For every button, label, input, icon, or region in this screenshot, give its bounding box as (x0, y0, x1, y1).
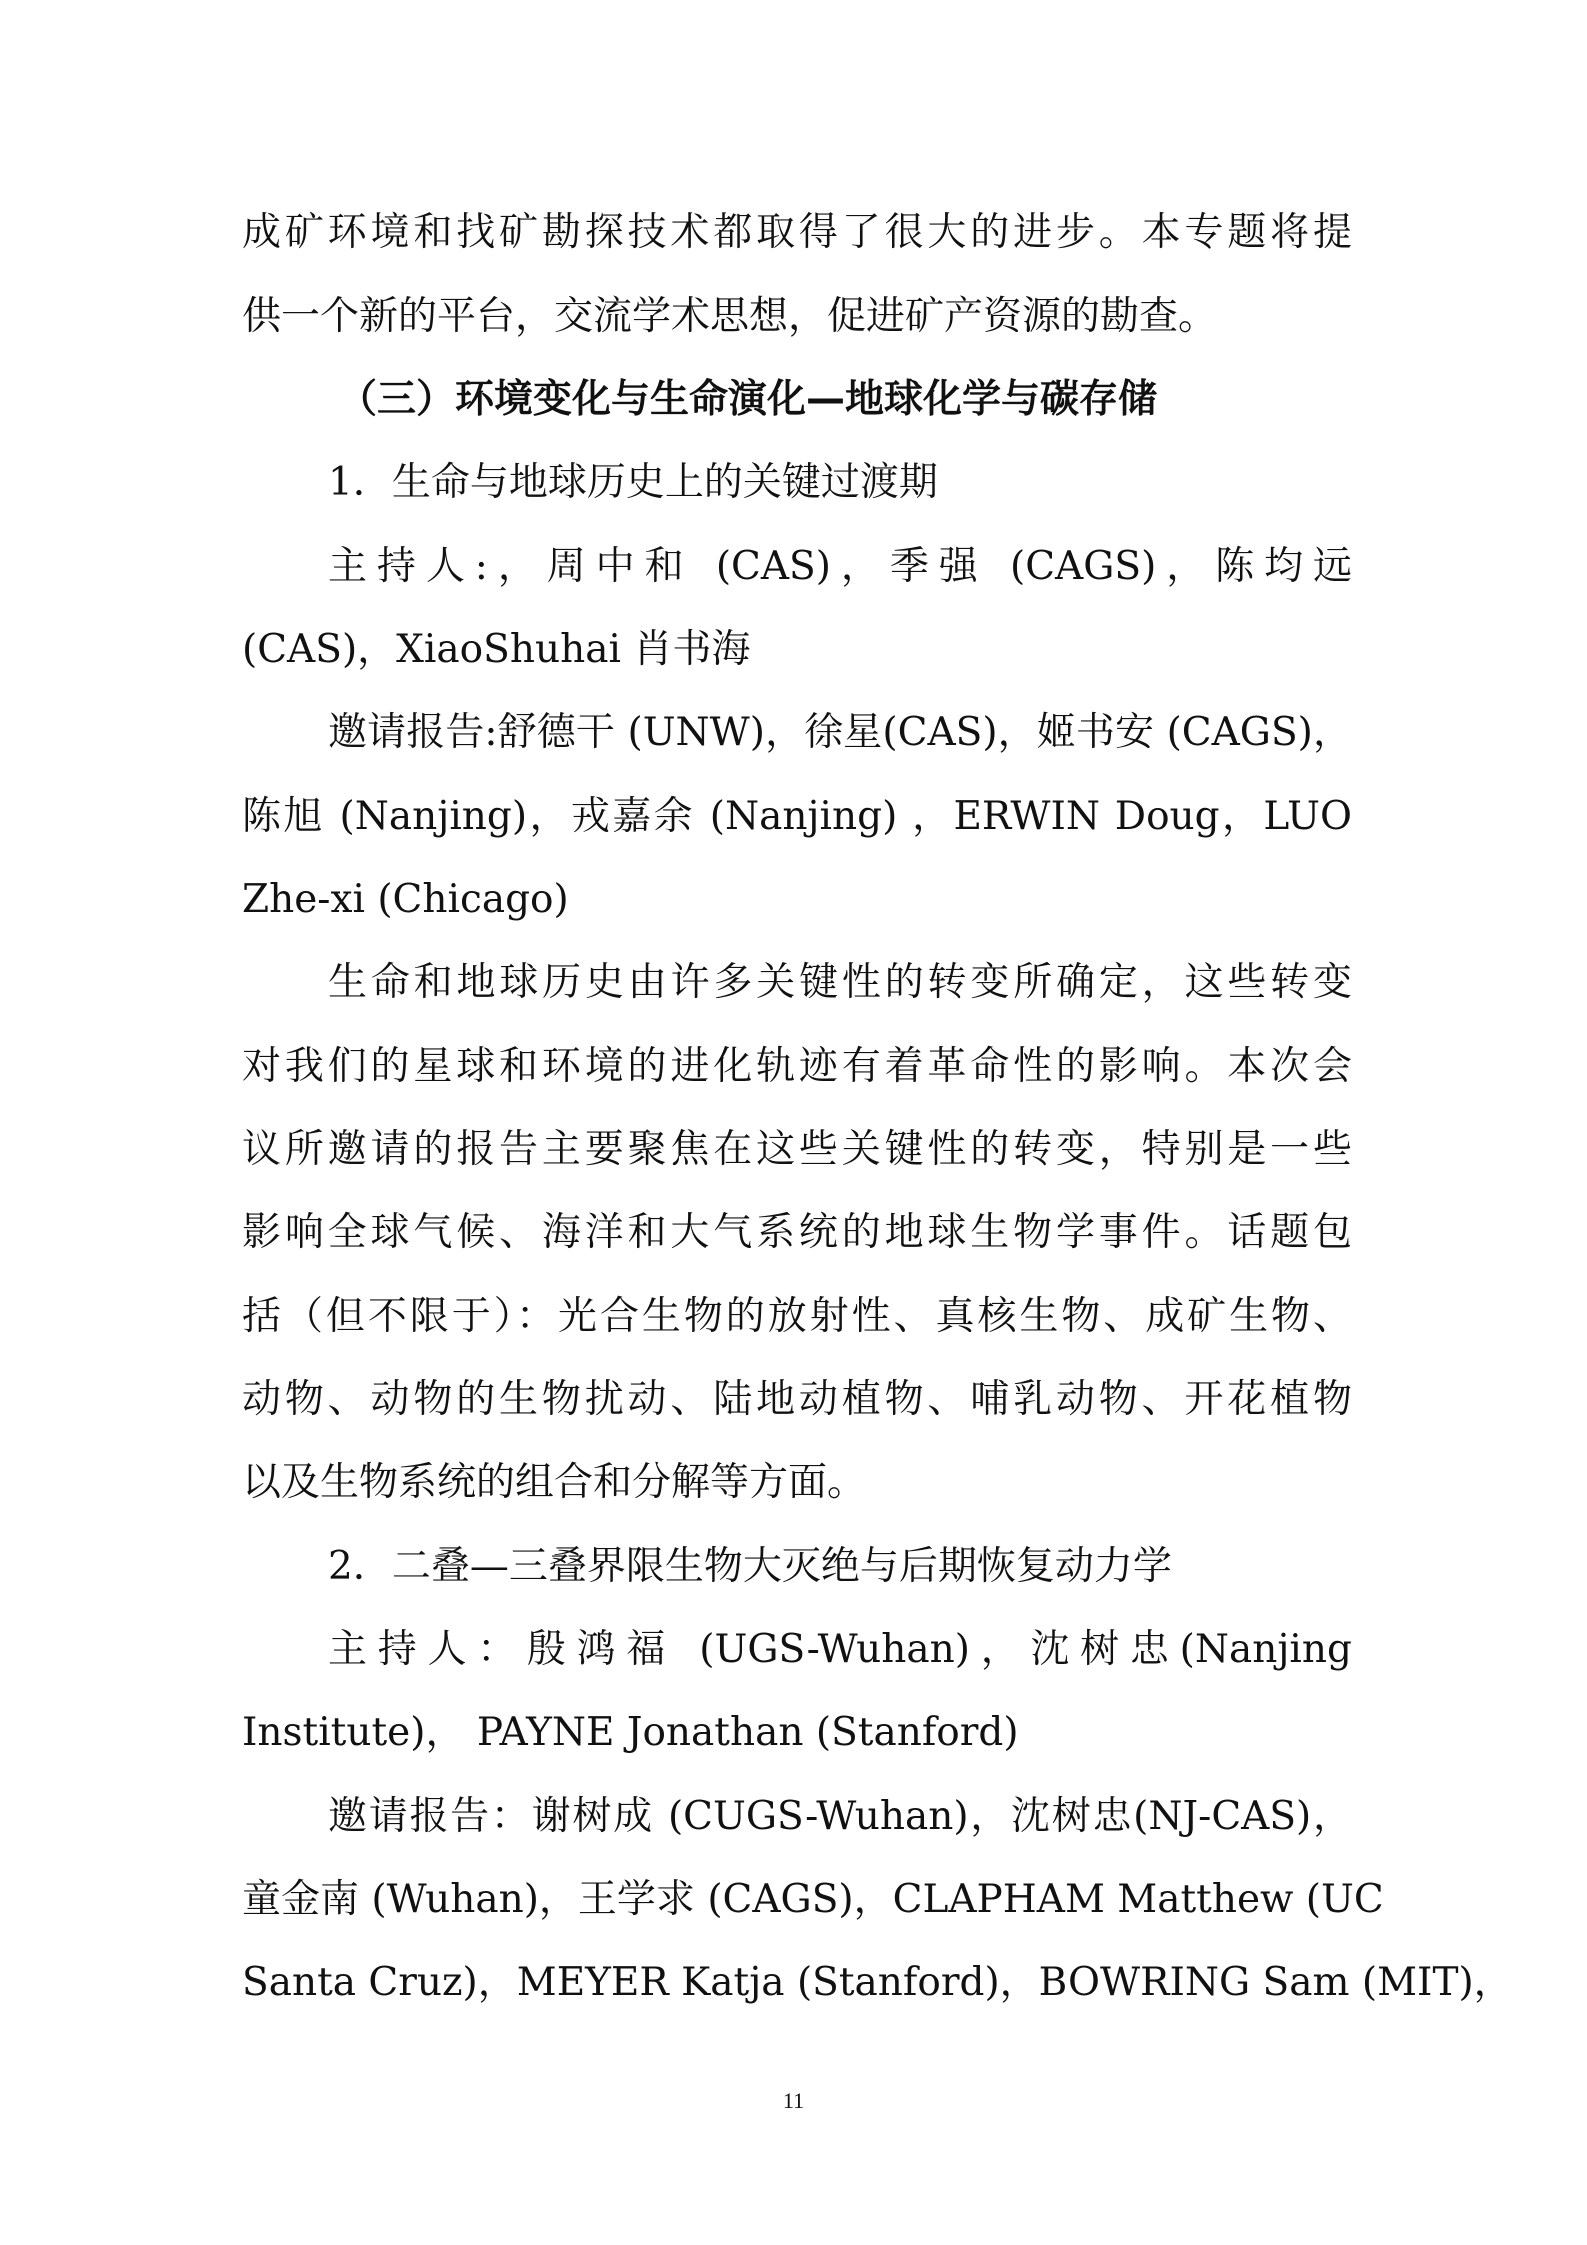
body-text-line: 成矿环境和找矿勘探技术都取得了很大的进步。本专题将提 (242, 210, 1352, 255)
invited-reports-line: 陈旭 (Nanjing)，戎嘉余 (Nanjing) ，ERWIN Doug，LUO (242, 794, 1352, 839)
body-text-line: 以及生物系统的组合和分解等方面。 (242, 1460, 867, 1505)
body-text-line: 括（但不限于）：光合生物的放射性、真核生物、成矿生物、 (242, 1294, 1352, 1339)
invited-reports-line: 邀请报告:舒德干 (UNW)，徐星(CAS)，姬书安 (CAGS)， (328, 710, 1352, 755)
invited-reports-line: 邀请报告：谢树成 (CUGS-Wuhan)，沈树忠(NJ-CAS)， (328, 1794, 1352, 1839)
chairpersons-line: (CAS)，XiaoShuhai 肖书海 (242, 627, 751, 672)
body-text-line: 影响全球气候、海洋和大气系统的地球生物学事件。话题包 (242, 1210, 1352, 1255)
body-text-line: 供一个新的平台，交流学术思想，促进矿产资源的勘查。 (242, 294, 1218, 339)
chairpersons-line: 主持人:，周中和 (CAS)，季强 (CAGS)，陈均远 (328, 544, 1352, 589)
invited-reports-line: 童金南 (Wuhan)，王学求 (CAGS)，CLAPHAM Matthew (UC (242, 1877, 1384, 1922)
invited-reports-line: Zhe-xi (Chicago) (242, 877, 569, 922)
subsection-heading: 1．生命与地球历史上的关键过渡期 (328, 460, 938, 505)
body-text-line: 动物、动物的生物扰动、陆地动植物、哺乳动物、开花植物 (242, 1377, 1352, 1422)
subsection-heading: 2．二叠—三叠界限生物大灭绝与后期恢复动力学 (328, 1544, 1172, 1589)
body-text-line: 议所邀请的报告主要聚焦在这些关键性的转变，特别是一些 (242, 1127, 1352, 1172)
chairpersons-line: Institute)， PAYNE Jonathan (Stanford) (242, 1710, 1019, 1755)
page-number: 11 (782, 2088, 805, 2113)
body-text-line: 对我们的星球和环境的进化轨迹有着革命性的影响。本次会 (242, 1044, 1352, 1089)
chairpersons-line: 主持人：殷鸿福 (UGS-Wuhan)，沈树忠(Nanjing (328, 1627, 1352, 1672)
invited-reports-line: Santa Cruz)，MEYER Katja (Stanford)，BOWRING Sam (MIT)， (242, 1960, 1513, 2005)
section-heading: （三）环境变化与生命演化—地球化学与碳存储 (338, 377, 1158, 422)
body-text-line: 生命和地球历史由许多关键性的转变所确定，这些转变 (328, 960, 1352, 1005)
